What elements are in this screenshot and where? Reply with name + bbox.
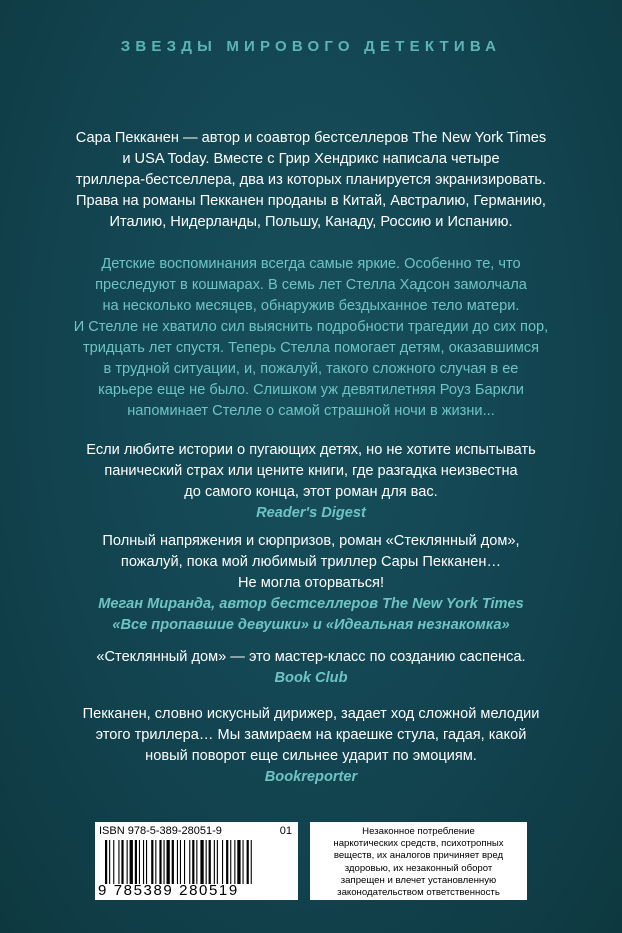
bio-line: триллера-бестселлера, два из которых планируется экранизировать. [75, 172, 547, 188]
warning-line: Незаконное потребление [362, 826, 475, 837]
barcode-bar [237, 840, 240, 884]
review-quote [60, 440, 562, 524]
barcode-bar [109, 840, 110, 884]
review-line: Пекканен, словно искусный дирижер, задает ход сложной мелодии [82, 706, 540, 722]
barcode-bar [143, 840, 144, 884]
warning-line: веществ, их аналогов причиняет вред [333, 850, 504, 862]
barcode-bar [146, 840, 147, 884]
barcode-bar [226, 840, 228, 884]
review-line: Если любите истории о пугающих детях, но не хотите испытывать [86, 442, 536, 458]
review-line: Не могла оторваться! [237, 575, 385, 591]
blurb-line: напоминает Стелле о самой страшной ночи в жизни... [127, 403, 495, 419]
barcode-bar [105, 840, 107, 884]
barcode-bar [127, 840, 128, 884]
barcode-bar [209, 840, 211, 884]
barcode-bar [167, 840, 170, 884]
barcode-bar [192, 840, 194, 884]
review-line: новый поворот еще сильнее ударит по эмоциям. [145, 748, 477, 764]
barcode-bar [172, 840, 174, 884]
author-bio [60, 128, 562, 233]
blurb-line: в трудной ситуации, и, пожалуй, такого сложного случая в ее [103, 361, 519, 377]
barcode-bar [189, 840, 190, 884]
review-source: Reader's Digest [256, 505, 366, 521]
barcode-bar [247, 840, 249, 884]
barcode-bar [135, 840, 137, 884]
review-source: Book Club [274, 670, 348, 686]
barcode-bar [121, 840, 123, 884]
barcode-bar [177, 840, 178, 884]
barcode-bar [139, 840, 140, 884]
isbn-addon: 01 [279, 825, 292, 837]
blurb-line: И Стелле не хватило сил выяснить подробности трагедии до сих пор, [73, 319, 549, 335]
barcode-bar [234, 840, 235, 884]
blurb-line: на несколько месяцев, обнаружив бездыханное тело матери. [102, 298, 520, 314]
barcode-bar [155, 840, 156, 884]
review-line: Полный напряжения и сюрпризов, роман «Стеклянный дом», [102, 533, 520, 549]
review-line: до самого конца, этот роман для вас. [184, 484, 438, 500]
barcode-bar [184, 840, 185, 884]
warning-line: наркотических средств, психотропных [333, 838, 504, 850]
review-source: «Все пропавшие девушки» и «Идеальная незнакомка» [112, 617, 510, 633]
review-source: Меган Миранда, автор бестселлеров The New York Times [98, 596, 524, 612]
barcode-bar [180, 840, 181, 884]
blurb-line: карьере еще не было. Слишком уж девятилетняя Роуз Баркли [98, 382, 524, 398]
barcode-bar [200, 840, 203, 884]
book-blurb [60, 254, 562, 422]
blurb-line: Детские воспоминания всегда самые яркие. Особенно те, что [101, 256, 521, 272]
review-quote [60, 647, 562, 689]
warning-line: запрещен и влечет установленную [340, 874, 497, 886]
bio-line: Права на романы Пекканен проданы в Китай, Австралию, Германию, [76, 193, 546, 209]
bio-line: Сара Пекканен — автор и соавтор бестселлеров The New York Times [75, 130, 547, 146]
barcode-bar [214, 840, 215, 884]
isbn-number: ISBN 978-5-389-28051-9 [99, 825, 222, 837]
barcode-bar [206, 840, 207, 884]
blurb-line: тридцать лет спустя. Теперь Стелла помогает детям, оказавшимся [82, 340, 540, 356]
warning-line: законодательством ответственность [337, 887, 500, 899]
barcode-bar [251, 840, 252, 884]
review-source: Bookreporter [264, 769, 358, 785]
barcode-bar [118, 840, 119, 884]
barcode-bar [196, 840, 197, 884]
barcode-bar [217, 840, 218, 884]
barcode-bar [222, 840, 223, 884]
barcode-bar [151, 840, 153, 884]
health-warning [310, 822, 527, 900]
review-line: пожалуй, пока мой любимый триллер Сары Пекканен… [120, 554, 502, 570]
barcode-bar [113, 840, 114, 884]
bio-line: Италию, Нидерланды, Польшу, Канаду, Россию и Испанию. [109, 214, 513, 230]
review-line: панический страх или цените книги, где разгадка неизвестна [104, 463, 518, 479]
series-title: ЗВЕЗДЫ МИРОВОГО ДЕТЕКТИВА [120, 38, 502, 55]
blurb-line: преследуют в кошмарах. В семь лет Стелла Хадсон замолчала [95, 277, 527, 293]
review-line: «Стеклянный дом» — это мастер-класс по созданию саспенса. [96, 649, 526, 665]
review-quote [60, 704, 562, 788]
warning-line: здоровью, их незаконный оборот [344, 862, 493, 874]
barcode-digits: 9 785389 280519 [98, 882, 239, 899]
isbn-barcode [95, 822, 298, 900]
barcode-bar [159, 840, 161, 884]
review-quote [60, 531, 562, 636]
barcode-bar [230, 840, 231, 884]
review-line: этого триллера… Мы замираем на краешке стула, гадая, какой [95, 727, 527, 743]
bio-line: и USA Today. Вместе с Грир Хендрикс написала четыре [122, 151, 500, 167]
barcode-bar [130, 840, 133, 884]
barcode-bar [164, 840, 165, 884]
barcode-bar [243, 840, 244, 884]
barcode-bars [105, 840, 289, 884]
